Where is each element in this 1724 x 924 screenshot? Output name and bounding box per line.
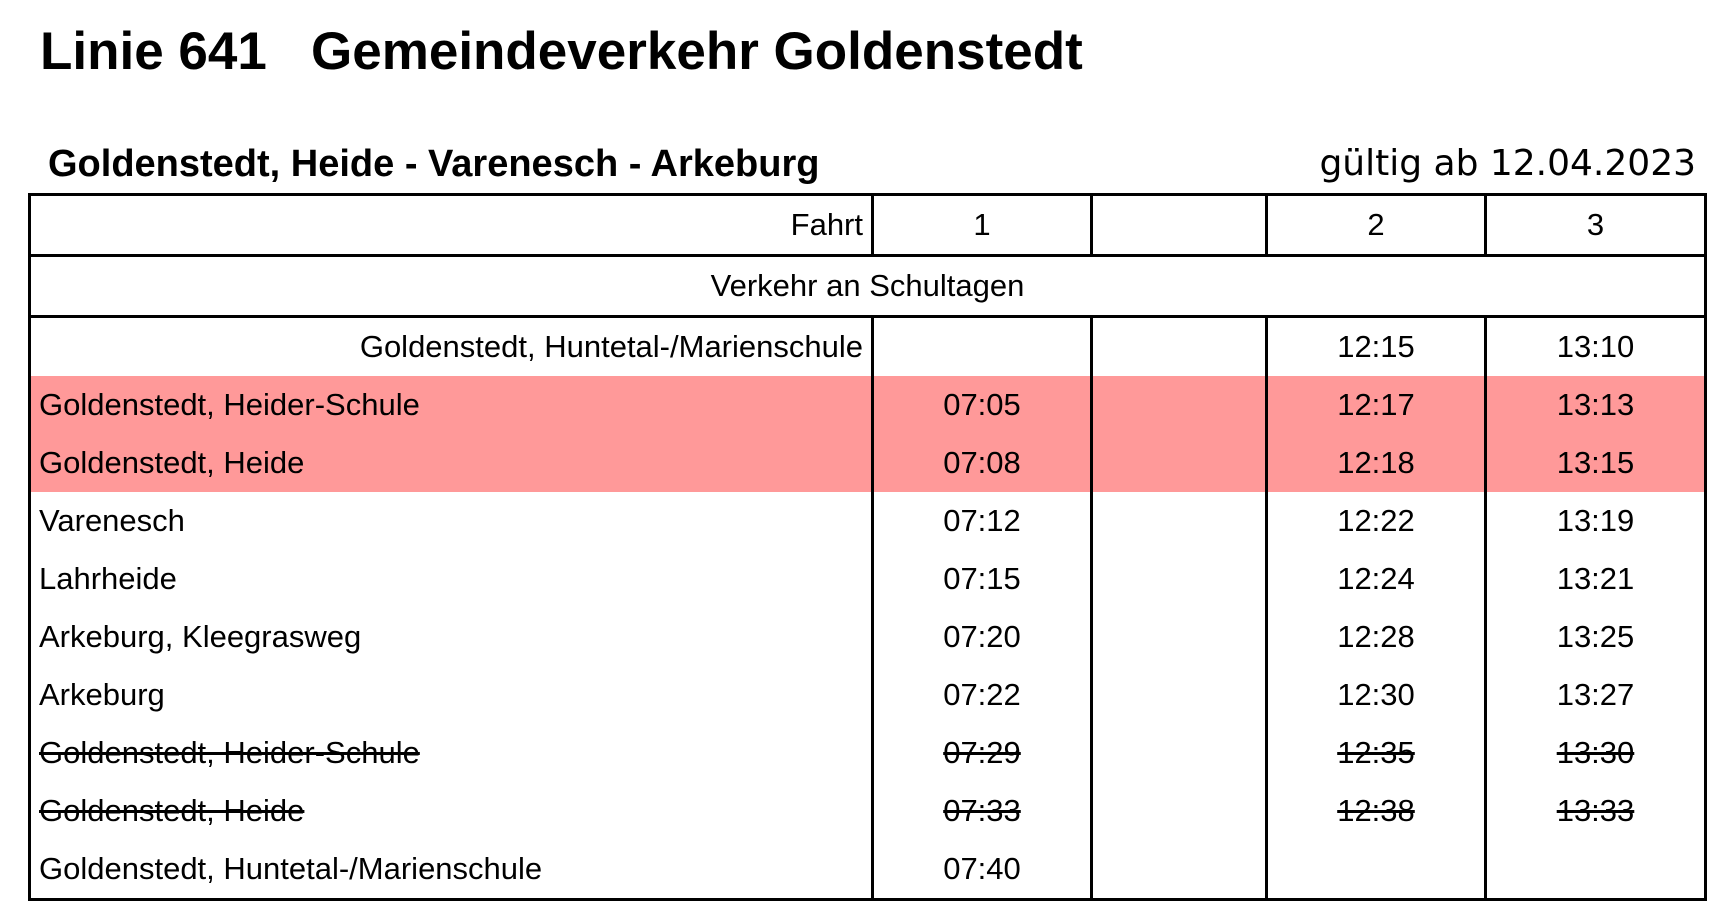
departure-time — [1267, 840, 1486, 900]
departure-time: 12:38 — [1267, 782, 1486, 840]
departure-time: 07:15 — [873, 550, 1092, 608]
empty-cell — [1092, 492, 1267, 550]
stop-name: Goldenstedt, Heider-Schule — [30, 376, 873, 434]
empty-cell — [1092, 376, 1267, 434]
table-row — [30, 317, 1706, 377]
valid-from-date: gültig ab 12.04.2023 — [1319, 143, 1696, 184]
section-header-row — [30, 256, 1706, 317]
stop-name: Goldenstedt, Heider-Schule — [30, 724, 873, 782]
departure-time: 12:30 — [1267, 666, 1486, 724]
departure-time: 07:08 — [873, 434, 1092, 492]
departure-time: 12:35 — [1267, 724, 1486, 782]
departure-time: 07:20 — [873, 608, 1092, 666]
empty-cell — [1092, 724, 1267, 782]
empty-cell — [1092, 434, 1267, 492]
stop-name: Goldenstedt, Huntetal-/Marienschule — [30, 840, 873, 900]
stop-name: Goldenstedt, Huntetal-/Marienschule — [30, 317, 873, 377]
empty-cell — [1092, 317, 1267, 377]
empty-cell — [1092, 608, 1267, 666]
trip-label: Fahrt — [30, 195, 873, 256]
departure-time: 13:27 — [1556, 677, 1635, 712]
departure-time: 13:15 — [1486, 434, 1706, 492]
stop-name: Goldenstedt, Heide — [30, 782, 873, 840]
departure-time: 13:19 — [1556, 503, 1635, 538]
table-row — [30, 840, 1706, 900]
table-row — [30, 550, 1706, 608]
departure-time: 13:30 — [1556, 735, 1635, 770]
stop-name: Goldenstedt, Heide — [30, 434, 873, 492]
table-row — [30, 782, 1706, 840]
departure-time: 07:12 — [873, 492, 1092, 550]
table-row — [30, 608, 1706, 666]
departure-time: 07:33 — [873, 782, 1092, 840]
line-number: Linie 641 — [40, 22, 267, 81]
timetable-body — [30, 195, 1706, 900]
departure-time — [1486, 840, 1706, 900]
departure-time: 13:25 — [1556, 619, 1635, 654]
table-row — [30, 724, 1706, 782]
table-row — [30, 376, 1706, 434]
stop-name: Lahrheide — [30, 550, 873, 608]
departure-time — [873, 317, 1092, 377]
departure-time: 07:40 — [873, 840, 1092, 900]
departure-time: 12:15 — [1267, 317, 1486, 377]
departure-time: 12:24 — [1267, 550, 1486, 608]
departure-time: 12:22 — [1267, 492, 1486, 550]
line-name: Gemeindeverkehr Goldenstedt — [311, 22, 1083, 81]
departure-time: 13:13 — [1486, 376, 1706, 434]
departure-time: 13:33 — [1556, 793, 1635, 828]
trip-header-row — [30, 195, 1706, 256]
trip-number: 2 — [1267, 195, 1486, 256]
trip-number: 3 — [1486, 195, 1706, 256]
stop-name: Varenesch — [30, 492, 873, 550]
empty-cell — [1092, 666, 1267, 724]
table-row — [30, 666, 1706, 724]
empty-cell — [1092, 840, 1267, 900]
route-title: Goldenstedt, Heide - Varenesch - Arkeburg — [48, 143, 820, 185]
table-row — [30, 434, 1706, 492]
stop-name: Arkeburg — [30, 666, 873, 724]
departure-time: 12:28 — [1267, 608, 1486, 666]
page-title — [40, 20, 1083, 84]
empty-cell — [1092, 550, 1267, 608]
departure-time: 13:21 — [1556, 561, 1635, 596]
empty-cell — [1092, 782, 1267, 840]
departure-time: 12:17 — [1267, 376, 1486, 434]
section-label: Verkehr an Schultagen — [30, 256, 1706, 317]
departure-time: 07:29 — [873, 724, 1092, 782]
departure-time: 07:05 — [873, 376, 1092, 434]
timetable — [28, 193, 1707, 901]
trip-number — [1092, 195, 1267, 256]
trip-number: 1 — [873, 195, 1092, 256]
table-row — [30, 492, 1706, 550]
departure-time: 07:22 — [873, 666, 1092, 724]
departure-time: 12:18 — [1267, 434, 1486, 492]
stop-name: Arkeburg, Kleegrasweg — [30, 608, 873, 666]
departure-time: 13:10 — [1556, 329, 1635, 364]
